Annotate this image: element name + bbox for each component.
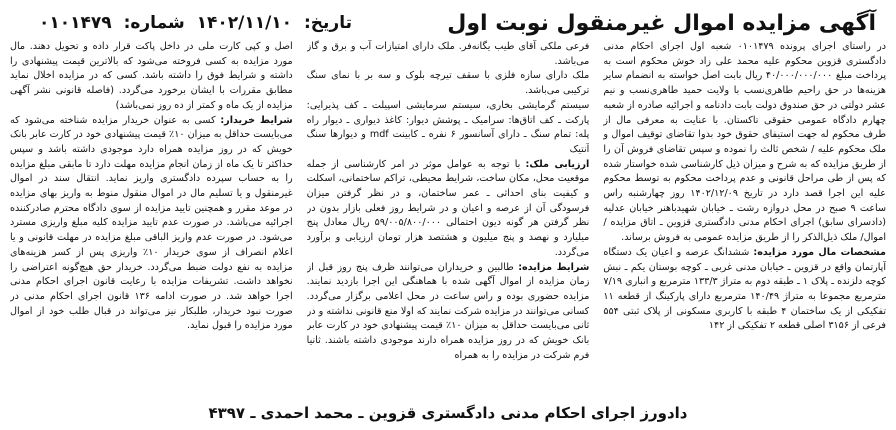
paragraph: ششدانگ عرصه و اعیان یک دستگاه آپارتمان واقع در قزوین ـ خیابان مدنی غربی ـ کوچه بوستان یکم ـ نبش کوچه دلزنده ـ پلاک ۱ ـ طبقه دوم به متراژ ۱۳۳/۳ مترمربع و انباری ۷/۱۹ مترمربع مجموعا به متراژ ۱۴۰/۴۹ مترمربع دارای پارکینگ از قطعه ۱۱ تفکیکی از یک ساختمان ۴ طبقه با کاربری مسکونی از پلاک ثبتی ۵۵۴ فرعی از ۳۱۵۶ اصلی قطعه ۲ تفکیکی از ۱۴۲ [603, 246, 886, 332]
section-label: شرایط مزایده: [518, 261, 590, 273]
notice-body [10, 40, 886, 374]
notice-title: آگهی مزایده اموال غیرمنقول نوبت اول [447, 10, 876, 36]
paragraph: با توجه به عوامل موثر در امر کارشناسی از جمله موقعیت محل، مکان ساخت، شرایط محیطی، تراکم ساختمانی، اسکلت و کیفیت بنای احداثی ـ عمر ساختمان، و در نظر گرفتن میزان فرسودگی آن از عرصه و اعیان و در شرایط روز فعلی بازار بدون در نظر گرفتن هر گونه دیون احتمالی ۵۹/۰۰۵/۸۰۰/۰۰۰ ریال معادل پنج میلیارد و نهصد و پنج میلیون و هشتصد هزار تومان ارزیابی و برآورد می‌گردد. [306, 158, 590, 258]
number-value: ۰۱۰۱۴۷۹ [39, 13, 112, 33]
notice-meta [36, 13, 355, 33]
notice-header [10, 6, 886, 40]
notice-signature: دادورز اجرای احکام مدنی دادگستری قزوین ـ محمد احمدی ـ ۴۳۹۷ [208, 404, 688, 422]
section-label: مشخصات مال مورد مزایده: [753, 246, 886, 258]
column-right [603, 40, 886, 374]
section-label: ارزیابی ملک: [525, 158, 590, 170]
column-middle [307, 40, 590, 374]
section-label: شرایط خریدار: [220, 114, 293, 126]
paragraph: سیستم گرمایشی بخاری، سیستم سرمایشی اسپیلت ـ کف پذیرایی: پارکت ـ کف اتاق‌ها: سرامیک ـ پوشش دیوار: کاغذ دیواری ـ دیوار راه پله: تمام سنگ ـ دارای آسانسور ۶ نفره ـ کابینت mdf و دیوارها سنگ آنتیک [306, 99, 590, 155]
paragraph: ملک دارای سازه فلزی با سقف تیرچه بلوک و سه بر با نمای سنگ ترکیبی می‌باشد. [306, 70, 590, 97]
paragraph: کسی به عنوان خریدار مزایده شناخته می‌شود که می‌بایست حداقل به میزان ۱۰٪ قیمت پیشنهادی خود در کارت عابر بانک خویش که در روز مزایده همراه دارد موجودی داشته باشد و سپس حداکثر تا یک ماه از زمان انجام مزایده مهلت دارد تا مابقی مبلغ مزایده را به حساب سپرده دادگستری واریز نماید. انتقال سند در اموال غیرمنقول و یا تسلیم مال در اموال منقول منوط به واریز بهای مزایده در موعد مقرر و همچنین تایید مزایده از سوی دادگاه محترم صادرکننده اجرائیه می‌باشد. در صورت عدم تایید مزایده کلیه مبلغ واریزی مسترد می‌شود. در صورت عدم واریز الباقی مبلغ مزایده در مهلت قانونی و یا اعلام انصراف از سوی خریدار ۱۰٪ واریزی پس از کسر هزینه‌های مزایده به نفع دولت ضبط می‌گردد. خریدار حق هیچ‌گونه اعتراضی را نخواهد داشت. تشریفات مزایده با رعایت قانون اجرای احکام مدنی اجرا خواهد شد. در صورت ادامه ۱۳۶ قانون اجرای احکام مدنی در صورت نبود خریدار، طلبکار نیز می‌تواند در قبال طلب خود از اموال مورد مزایده را قبول نماید. [10, 114, 293, 332]
paragraph: اصل و کپی کارت ملی در داخل پاکت قرار داده و تحویل دهند. مال مورد مزایده به کسی فروخته می‌شود که بالاترین قیمت پیشنهادی را داشته و شرایط فوق را داشته باشد. کسی که در مزایده اخلال نماید مطابق مقررات با ایشان برخورد می‌گردد. (فاصله قانونی نشر آگهی مزایده از یک ماه و کمتر از ده روز نمی‌باشد) [10, 41, 293, 111]
column-left [10, 40, 293, 374]
paragraph: طالبین و خریداران می‌توانند ظرف پنج روز قبل از زمان مزایده از اموال آگهی شده با هماهنگی این اجرا بازدید نمایند. مزایده حضوری بوده و راس ساعت در محل اعلامی برگزار می‌گردد. کسانی می‌توانند در مزایده شرکت نمایند که اولا منع قانونی نداشته و در ثانی می‌بایست حداقل به میزان ۱۰٪ قیمت پیشنهادی خود در کارت عابر بانک خویش که در روز مزایده همراه دارند موجودی داشته باشند. ثانیا فرم شرکت در مزایده را به همراه [306, 261, 590, 361]
date-value: ۱۴۰۲/۱۱/۱۰ [196, 13, 293, 33]
date-label: تاریخ: [303, 13, 352, 33]
paragraph: فرعی ملکی آقای طیب یگانه‌فر. ملک دارای امتیازات آب و برق و گاز می‌باشد. [306, 41, 590, 67]
paragraph: در راستای اجرای پرونده ۰۱۰۱۴۷۹ شعبه اول اجرای احکام مدنی دادگستری قزوین محکوم علیه محمد علی زاد خوش محکوم است به پرداخت مبلغ ۴۰/۰۰۰/۰۰۰/۰۰۰ ریال بابت اصل خواسته به انضمام سایر هزینه‌ها در حق راحیم طاهری‌نسب با ولایت حمید طاهری‌نسب و نیم عشر دولتی در حق صندوق دولت بابت دادنامه و اجرائیه صادره از شعبه چهارم دادگاه عمومی حقوقی تاکستان. با عنایت به معرفی مال از طرف محکوم له جهت استیفای حقوق خود بدوا تقاضای توقیف اموال و ملک محکوم علیه / شخص ثالث را نموده و سپس تقاضای فروش آن را از طریق مزایده که به شرح و میزان ذیل کارشناسی شده خواستار شده که پس از طی مراحل قانونی و عدم پرداخت محکوم به توسط محکوم علیه این اجرا قصد دارد در تاریخ ۱۴۰۲/۱۲/۰۹ روز چهارشنبه راس ساعت ۹ صبح در محل دروازه رشت ـ خیابان شهیدباهنر خیابان عدلیه (دادسرای سابق) اجرای احکام مدنی دادگستری قزوین ـ اتاق مزایده / اموال/ ملک ذیل‌الذکر را از طریق مزایده عمومی به فروش برساند. [603, 41, 886, 244]
number-label: شماره: [123, 13, 185, 33]
